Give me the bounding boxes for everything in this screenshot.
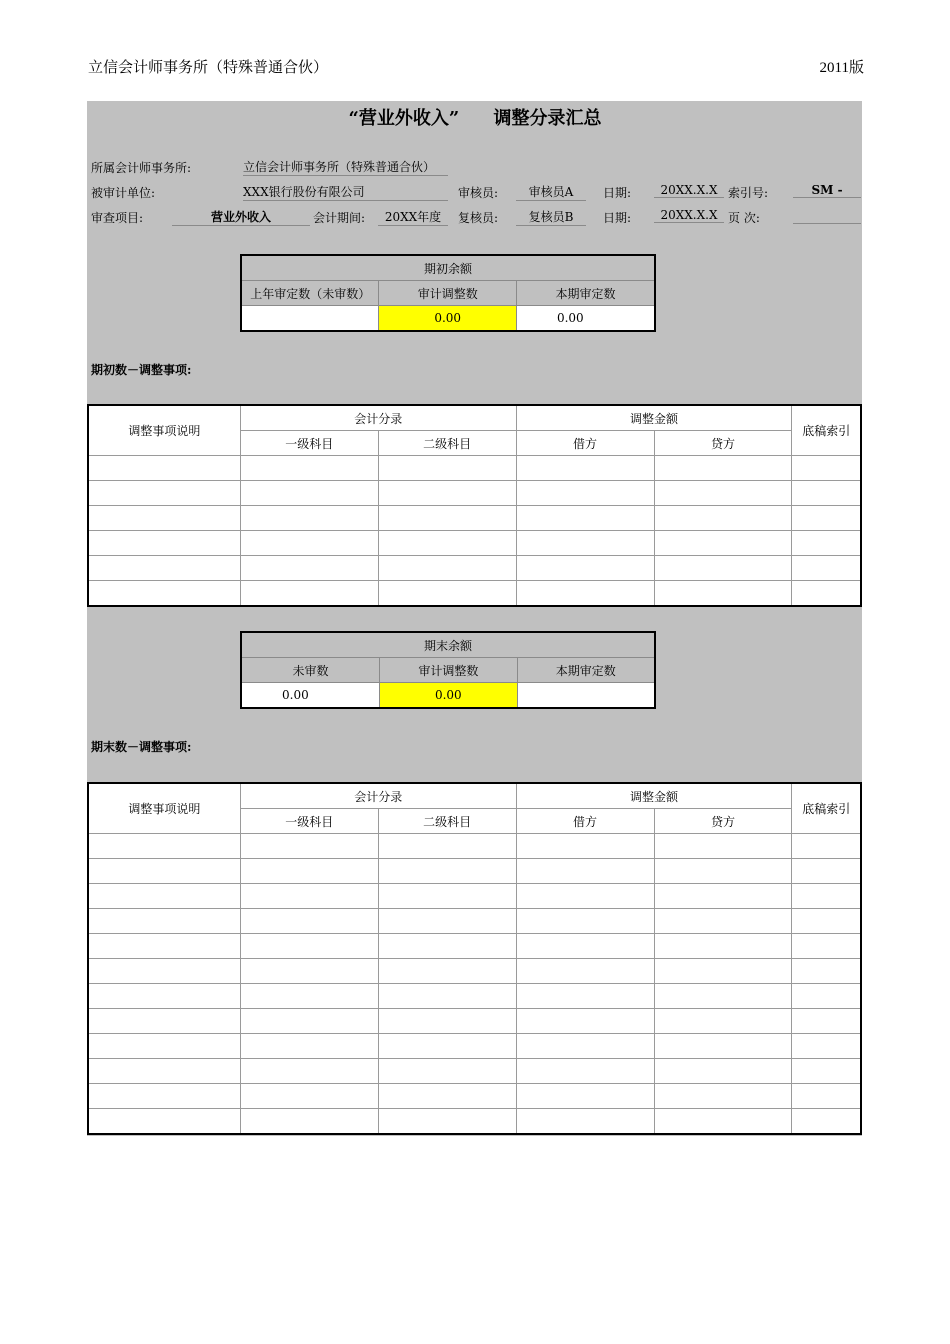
table-cell[interactable] (240, 481, 378, 506)
table-cell[interactable] (378, 581, 516, 607)
table-cell[interactable] (240, 834, 378, 859)
entity-label: 被审计单位: (91, 186, 156, 200)
index-value: SM - (793, 183, 861, 198)
adj-credit-header: 贷方 (654, 431, 792, 456)
adj-level2-header: 二级科目 (378, 809, 516, 834)
adj-credit-header: 贷方 (654, 809, 792, 834)
table-row (88, 859, 861, 884)
version-label: 2011版 (819, 60, 864, 76)
adj-entry-header: 会计分录 (240, 405, 516, 431)
table-cell[interactable] (654, 1034, 792, 1059)
table-cell[interactable] (792, 1084, 861, 1109)
table-cell[interactable] (378, 1034, 516, 1059)
table-cell[interactable] (240, 959, 378, 984)
table-cell[interactable] (516, 884, 654, 909)
table-cell[interactable] (88, 481, 240, 506)
table-row (88, 934, 861, 959)
table-cell[interactable] (792, 581, 861, 607)
opening-header-audited: 本期审定数 (516, 281, 655, 306)
table-cell[interactable] (792, 1059, 861, 1084)
table-cell[interactable] (516, 581, 654, 607)
opening-section-label: 期初数－调整事项: (91, 363, 192, 377)
date-value-1: 20XX.X.X (654, 183, 724, 198)
table-cell[interactable] (792, 884, 861, 909)
title-subject: “营业外收入” (348, 108, 460, 129)
date-value-2: 20XX.X.X (654, 208, 724, 223)
table-cell[interactable] (792, 1009, 861, 1034)
index-label: 索引号: (728, 186, 769, 200)
adj-desc-header: 调整事项说明 (88, 405, 240, 456)
table-cell[interactable] (88, 909, 240, 934)
table-cell[interactable] (516, 1034, 654, 1059)
table-cell[interactable] (378, 884, 516, 909)
date-label-2: 日期: (603, 211, 632, 225)
table-cell[interactable] (792, 556, 861, 581)
table-cell[interactable] (654, 481, 792, 506)
opening-value-prior[interactable] (241, 306, 379, 332)
closing-section-label: 期末数－调整事项: (91, 740, 192, 754)
table-cell[interactable] (240, 909, 378, 934)
adj-entry-header: 会计分录 (240, 783, 516, 809)
table-cell[interactable] (516, 481, 654, 506)
closing-value-audited[interactable] (517, 683, 655, 709)
table-cell[interactable] (378, 834, 516, 859)
table-cell[interactable] (378, 959, 516, 984)
firm-value: 立信会计师事务所（特殊普通合伙） (243, 158, 448, 176)
table-cell[interactable] (792, 834, 861, 859)
opening-value-audited[interactable]: 0.00 (516, 306, 655, 332)
table-cell[interactable] (516, 556, 654, 581)
table-cell[interactable] (654, 909, 792, 934)
table-cell[interactable] (88, 531, 240, 556)
table-cell[interactable] (516, 984, 654, 1009)
table-cell[interactable] (240, 1009, 378, 1034)
table-cell[interactable] (378, 456, 516, 481)
closing-header-unaudited: 未审数 (241, 658, 380, 683)
table-row (88, 456, 861, 481)
adj-desc-header: 调整事项说明 (88, 783, 240, 834)
table-cell[interactable] (654, 456, 792, 481)
table-cell[interactable] (792, 506, 861, 531)
rechecker-label: 复核员: (458, 211, 499, 225)
table-cell[interactable] (240, 1034, 378, 1059)
table-cell[interactable] (378, 909, 516, 934)
table-row (88, 1109, 861, 1135)
table-cell[interactable] (88, 556, 240, 581)
table-cell[interactable] (88, 506, 240, 531)
table-cell[interactable] (240, 934, 378, 959)
table-cell[interactable] (654, 581, 792, 607)
table-cell[interactable] (378, 984, 516, 1009)
adj-level1-header: 一级科目 (240, 431, 378, 456)
table-row (88, 506, 861, 531)
period-value: 20XX年度 (378, 208, 448, 226)
table-cell[interactable] (516, 1059, 654, 1084)
table-row (88, 581, 861, 607)
table-row (88, 984, 861, 1009)
opening-balance-table (240, 254, 656, 332)
table-row (88, 531, 861, 556)
opening-header-adjust: 审计调整数 (379, 281, 516, 306)
closing-balance-table (240, 631, 656, 709)
table-cell[interactable] (792, 531, 861, 556)
table-cell[interactable] (240, 1109, 378, 1135)
table-row (88, 1059, 861, 1084)
table-cell[interactable] (516, 456, 654, 481)
table-cell[interactable] (240, 1059, 378, 1084)
rechecker-value: 复核员B (516, 208, 586, 226)
table-cell[interactable] (88, 1059, 240, 1084)
table-cell[interactable] (378, 934, 516, 959)
opening-value-adjust[interactable]: 0.00 (379, 306, 516, 332)
table-cell[interactable] (516, 531, 654, 556)
table-row (88, 909, 861, 934)
opening-adjustments-table (87, 404, 862, 607)
page-label: 页 次: (728, 211, 760, 225)
table-cell[interactable] (654, 859, 792, 884)
table-cell[interactable] (240, 531, 378, 556)
table-cell[interactable] (792, 909, 861, 934)
entity-value: XXX银行股份有限公司 (243, 183, 448, 201)
table-cell[interactable] (654, 531, 792, 556)
table-cell[interactable] (88, 834, 240, 859)
table-cell[interactable] (240, 506, 378, 531)
table-cell[interactable] (654, 1084, 792, 1109)
closing-header-audited: 本期审定数 (517, 658, 655, 683)
table-cell[interactable] (516, 1084, 654, 1109)
table-cell[interactable] (792, 1109, 861, 1135)
table-row (88, 1084, 861, 1109)
table-row (88, 884, 861, 909)
table-cell[interactable] (792, 934, 861, 959)
adj-amount-header: 调整金额 (516, 783, 792, 809)
table-cell[interactable] (240, 1084, 378, 1109)
table-cell[interactable] (516, 959, 654, 984)
adj-amount-header: 调整金额 (516, 405, 792, 431)
table-row (88, 556, 861, 581)
table-cell[interactable] (654, 959, 792, 984)
adj-debit-header: 借方 (516, 431, 654, 456)
table-cell[interactable] (654, 1109, 792, 1135)
table-cell[interactable] (378, 506, 516, 531)
table-row (88, 959, 861, 984)
table-cell[interactable] (88, 1034, 240, 1059)
page-title (0, 104, 950, 130)
table-cell[interactable] (654, 884, 792, 909)
table-cell[interactable] (88, 859, 240, 884)
firm-label: 所属会计师事务所: (91, 161, 192, 175)
item-label: 审查项目: (91, 211, 144, 225)
table-cell[interactable] (516, 1009, 654, 1034)
table-cell[interactable] (88, 581, 240, 607)
item-value: 营业外收入 (172, 208, 310, 226)
table-cell[interactable] (240, 859, 378, 884)
table-cell[interactable] (792, 984, 861, 1009)
table-cell[interactable] (378, 1084, 516, 1109)
table-cell[interactable] (88, 934, 240, 959)
closing-title: 期末余额 (241, 632, 655, 658)
adj-level1-header: 一级科目 (240, 809, 378, 834)
table-cell[interactable] (378, 481, 516, 506)
table-cell[interactable] (240, 984, 378, 1009)
table-cell[interactable] (792, 456, 861, 481)
opening-header-prior: 上年审定数（未审数） (241, 281, 379, 306)
table-cell[interactable] (378, 859, 516, 884)
table-cell[interactable] (516, 909, 654, 934)
table-cell[interactable] (240, 581, 378, 607)
table-cell[interactable] (240, 456, 378, 481)
table-row (88, 1009, 861, 1034)
table-cell[interactable] (792, 1034, 861, 1059)
table-cell[interactable] (516, 859, 654, 884)
table-cell[interactable] (516, 1109, 654, 1135)
table-cell[interactable] (654, 1009, 792, 1034)
table-cell[interactable] (516, 506, 654, 531)
table-cell[interactable] (378, 1109, 516, 1135)
table-cell[interactable] (654, 556, 792, 581)
table-cell[interactable] (378, 1059, 516, 1084)
table-cell[interactable] (792, 481, 861, 506)
table-cell[interactable] (88, 884, 240, 909)
table-cell[interactable] (240, 556, 378, 581)
date-label-1: 日期: (603, 186, 632, 200)
table-cell[interactable] (88, 984, 240, 1009)
table-cell[interactable] (654, 834, 792, 859)
table-cell[interactable] (378, 531, 516, 556)
table-cell[interactable] (654, 934, 792, 959)
table-cell[interactable] (792, 959, 861, 984)
adj-debit-header: 借方 (516, 809, 654, 834)
table-row (88, 1034, 861, 1059)
reviewer-value: 审核员A (516, 183, 586, 201)
opening-title: 期初余额 (241, 255, 655, 281)
closing-adjustments-table (87, 782, 862, 1135)
period-label: 会计期间: (313, 211, 366, 225)
table-cell[interactable] (88, 1109, 240, 1135)
title-text: 调整分录汇总 (493, 108, 602, 129)
table-cell[interactable] (88, 959, 240, 984)
table-cell[interactable] (378, 556, 516, 581)
adj-level2-header: 二级科目 (378, 431, 516, 456)
table-cell[interactable] (792, 859, 861, 884)
adj-index-header: 底稿索引 (792, 783, 861, 834)
table-cell[interactable] (88, 456, 240, 481)
table-cell[interactable] (240, 884, 378, 909)
table-cell[interactable] (88, 1084, 240, 1109)
closing-header-adjust: 审计调整数 (380, 658, 518, 683)
table-cell[interactable] (654, 1059, 792, 1084)
closing-value-unaudited[interactable]: 0.00 (241, 683, 380, 709)
table-row (88, 481, 861, 506)
table-cell[interactable] (378, 1009, 516, 1034)
closing-value-adjust[interactable]: 0.00 (380, 683, 518, 709)
adj-index-header: 底稿索引 (792, 405, 861, 456)
page-value (793, 208, 861, 224)
table-cell[interactable] (654, 984, 792, 1009)
table-cell[interactable] (516, 934, 654, 959)
firm-header: 立信会计师事务所（特殊普通合伙） (88, 58, 329, 76)
table-cell[interactable] (654, 506, 792, 531)
table-cell[interactable] (516, 834, 654, 859)
table-cell[interactable] (88, 1009, 240, 1034)
table-row (88, 834, 861, 859)
reviewer-label: 审核员: (458, 186, 499, 200)
